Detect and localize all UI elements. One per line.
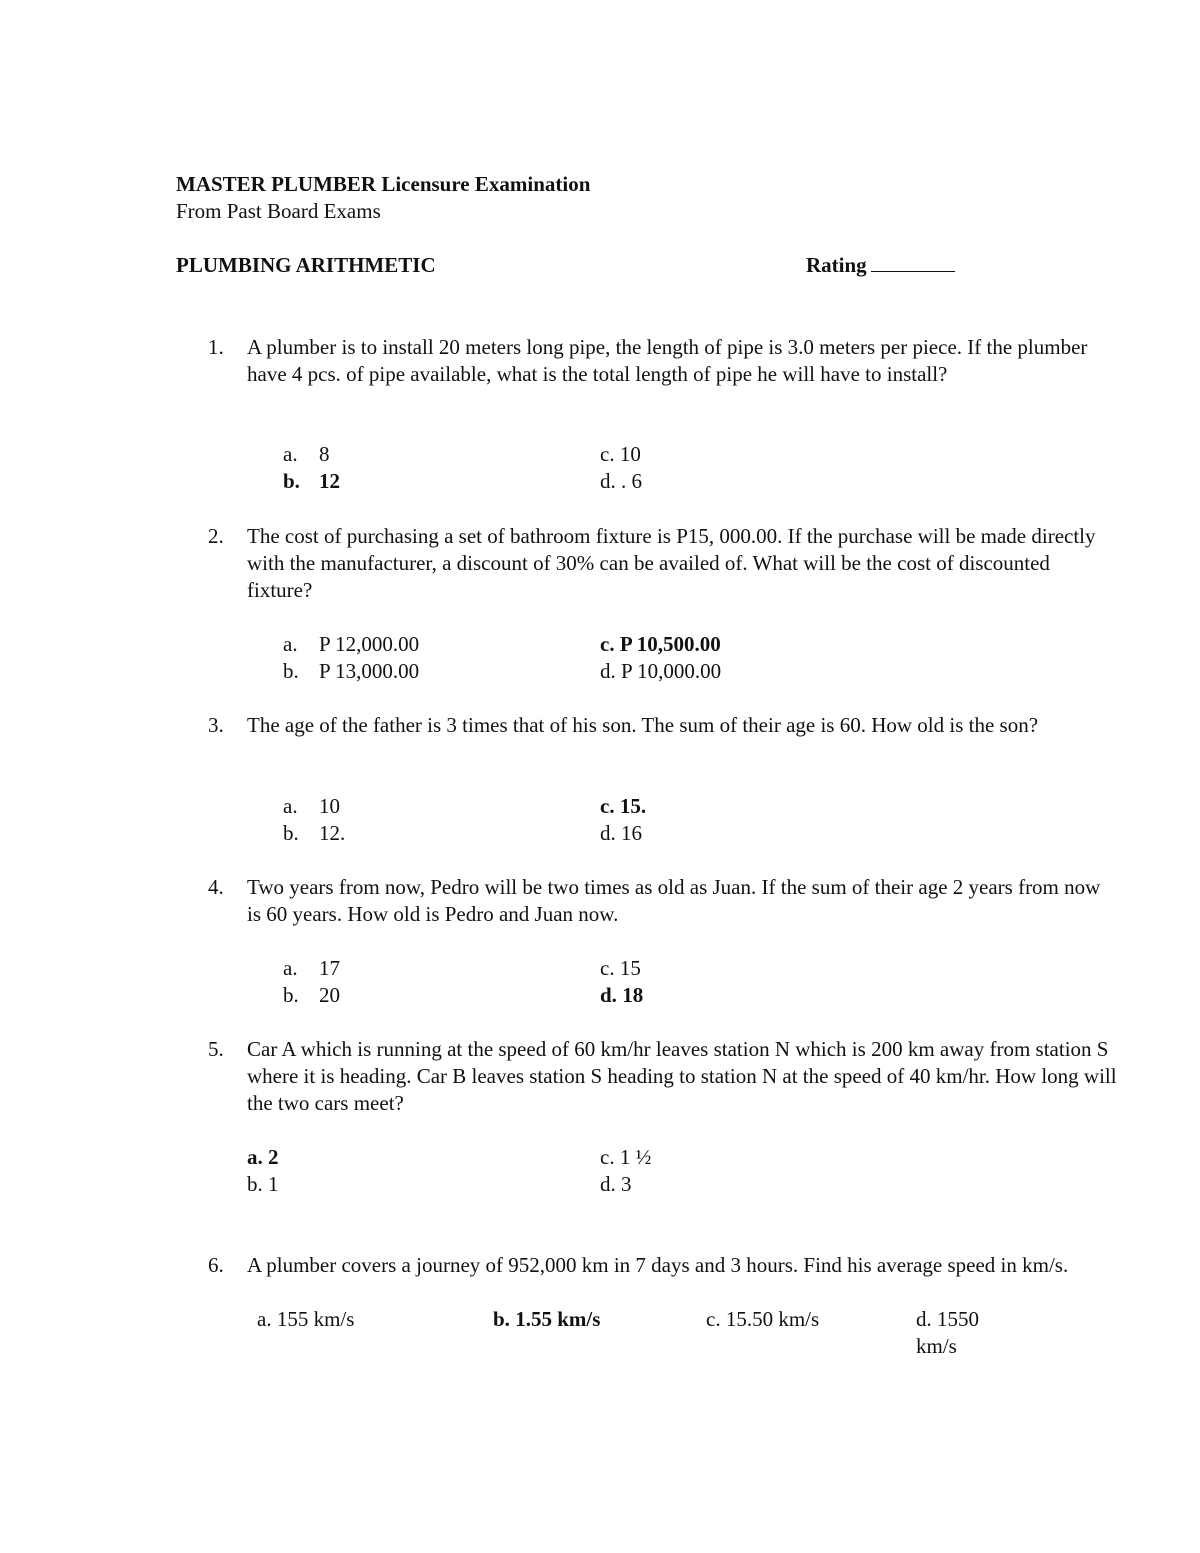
rating-label: Rating [806, 253, 867, 277]
option-a: a. 10 [283, 794, 340, 818]
question-text: Car A which is running at the speed of 60 km/hr leaves station N which is 200 km away from station S where it is heading. Car B leaves station S heading to station N at the speed of 40 km/hr. How long will the two cars meet? [247, 1037, 1117, 1115]
question-number: 1. [208, 335, 224, 359]
option-c: c. 15 [600, 956, 641, 980]
option-c: c. 10 [600, 442, 641, 466]
option-b: b. P 13,000.00 [283, 659, 420, 683]
rating-blank-line [871, 253, 955, 272]
option-c: c. 1 ½ [600, 1145, 652, 1169]
section-heading: PLUMBING ARITHMETIC [176, 253, 436, 277]
option-a: a. 155 km/s [257, 1307, 355, 1331]
question-text: Two years from now, Pedro will be two times as old as Juan. If the sum of their age 2 years from now is 60 years. How old is Pedro and Juan now. [247, 875, 1101, 926]
option-d: d. 1550 km/s [916, 1307, 979, 1358]
option-d: d. P 10,000.00 [600, 659, 722, 683]
question-number: 4. [208, 875, 224, 899]
exam-subtitle: From Past Board Exams [176, 199, 381, 223]
rating-field [806, 252, 955, 279]
option-c-correct: c. P 10,500.00 [600, 632, 721, 656]
option-a: a. P 12,000.00 [283, 632, 420, 656]
question-number: 6. [208, 1253, 224, 1277]
option-d: d. 16 [600, 821, 642, 845]
exam-title: MASTER PLUMBER Licensure Examination [176, 172, 591, 196]
question-number: 2. [208, 524, 224, 548]
option-a: a. 8 [283, 442, 330, 466]
question-number: 5. [208, 1037, 224, 1061]
question-number: 3. [208, 713, 224, 737]
option-c: c. 15.50 km/s [706, 1307, 820, 1331]
option-b: b. 12. [283, 821, 346, 845]
option-b: b. 20 [283, 983, 340, 1007]
option-d: d. . 6 [600, 469, 642, 493]
option-b-correct: b. 12 [283, 469, 340, 493]
option-a-correct: a. 2 [247, 1145, 279, 1169]
question-text: A plumber is to install 20 meters long pipe, the length of pipe is 3.0 meters per piece. If the plumber have 4 pcs. of pipe available, what is the total length of pipe he will have to install? [247, 335, 1088, 386]
option-b-correct: b. 1.55 km/s [493, 1307, 601, 1331]
question-text: The age of the father is 3 times that of his son. The sum of their age is 60. How old is the son? [247, 713, 1039, 737]
option-b: b. 1 [247, 1172, 279, 1196]
option-d: d. 3 [600, 1172, 632, 1196]
question-text: A plumber covers a journey of 952,000 km in 7 days and 3 hours. Find his average speed in km/s. [247, 1253, 1069, 1277]
question-text: The cost of purchasing a set of bathroom fixture is P15, 000.00. If the purchase will be made directly with the manufacturer, a discount of 30% can be availed of. What will be the cost of discounted fixture? [247, 524, 1096, 602]
option-a: a. 17 [283, 956, 340, 980]
option-c-correct: c. 15. [600, 794, 647, 818]
option-d-correct: d. 18 [600, 983, 644, 1007]
